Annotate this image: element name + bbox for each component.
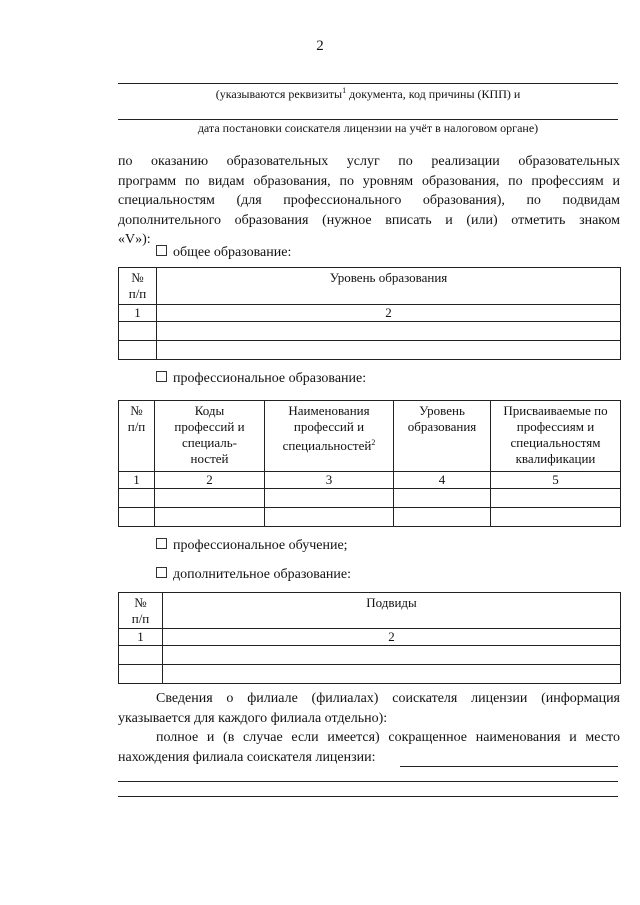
professional-training-option[interactable]: профессиональное обучение; <box>156 538 348 554</box>
branch-paragraph <box>118 689 620 767</box>
col-header-qualification: Присваиваемые по профессиям и специальностям квалификации <box>491 401 621 472</box>
col-number-1: 1 <box>119 305 157 322</box>
branch-line-1: Сведения о филиале (филиалах) соискателя лицензии (информация <box>156 691 620 706</box>
professional-education-table <box>118 400 621 527</box>
checkbox-general-education[interactable] <box>156 245 167 256</box>
branch-name-blank-inline[interactable] <box>400 766 618 767</box>
branch-name-blank-line-1[interactable] <box>118 781 618 782</box>
header-caption-2: дата постановки соискателя лицензии на учёт в налоговом органе) <box>197 121 539 135</box>
table-row <box>119 646 621 665</box>
table-cell[interactable] <box>119 489 155 508</box>
col-number-2: 2 <box>155 472 265 489</box>
branch-line-3: полное и (в случае если имеется) сокращенное наименования и место <box>156 730 620 745</box>
general-education-table <box>118 267 621 360</box>
col-number-1: 1 <box>119 472 155 489</box>
col-number-2: 2 <box>163 629 621 646</box>
intro-line-5: «V»): <box>118 232 151 247</box>
header-blank-line-2 <box>118 119 618 120</box>
checkbox-professional-training[interactable] <box>156 538 167 549</box>
col-number-5: 5 <box>491 472 621 489</box>
col-number-3: 3 <box>265 472 394 489</box>
branch-line-4: нахождения филиала соискателя лицензии: <box>118 749 376 765</box>
col-header-names: Наименования профессий и специальностей$^2$ <box>265 401 394 472</box>
table-row <box>119 322 621 341</box>
intro-paragraph <box>118 152 620 250</box>
col-header-subtypes: Подвиды <box>163 593 621 629</box>
table-cell[interactable] <box>157 322 621 341</box>
table-cell[interactable] <box>119 665 163 684</box>
table-cell[interactable] <box>163 665 621 684</box>
col-header-codes: Коды профессий и специаль-ностей <box>155 401 265 472</box>
table-cell[interactable] <box>163 646 621 665</box>
col-number-1: 1 <box>119 629 163 646</box>
additional-education-option[interactable]: дополнительное образование: <box>156 567 351 583</box>
table-cell[interactable] <box>491 489 621 508</box>
page-number: 2 <box>316 38 324 54</box>
col-header-no: № п/п <box>119 268 157 305</box>
col-header-no: № п/п <box>119 593 163 629</box>
intro-line-2: программ по видам образования, по уровням образования, по профессиям и <box>118 173 620 189</box>
intro-line-4: дополнительного образования (нужное вписать и (или) отметить знаком <box>118 212 620 228</box>
table-cell[interactable] <box>491 508 621 527</box>
table-cell[interactable] <box>265 508 394 527</box>
table-cell[interactable] <box>265 489 394 508</box>
header-caption-1: (указываются реквизиты$^1$ документа, код причины (КПП) и <box>215 86 521 101</box>
professional-education-option[interactable]: профессиональное образование: <box>156 371 366 387</box>
table-cell[interactable] <box>394 508 491 527</box>
table-cell[interactable] <box>119 508 155 527</box>
table-cell[interactable] <box>155 508 265 527</box>
additional-education-table <box>118 592 621 684</box>
col-header-level: Уровень образования <box>394 401 491 472</box>
header-blank-line-1 <box>118 83 618 84</box>
general-education-option[interactable]: общее образование: <box>156 245 291 261</box>
table-cell[interactable] <box>119 322 157 341</box>
table-cell[interactable] <box>119 646 163 665</box>
table-row <box>119 341 621 360</box>
col-header-no: № п/п <box>119 401 155 472</box>
table-cell[interactable] <box>394 489 491 508</box>
table-cell[interactable] <box>157 341 621 360</box>
table-cell[interactable] <box>119 341 157 360</box>
table-row <box>119 508 621 527</box>
table-cell[interactable] <box>155 489 265 508</box>
intro-line-1: по оказанию образовательных услуг по реализации образовательных <box>118 154 620 169</box>
col-header-level: Уровень образования <box>157 268 621 305</box>
checkbox-professional-education[interactable] <box>156 371 167 382</box>
table-row <box>119 665 621 684</box>
col-number-2: 2 <box>157 305 621 322</box>
intro-line-3: специальностям (для профессионального образования), по подвидам <box>118 193 620 208</box>
col-number-4: 4 <box>394 472 491 489</box>
branch-name-blank-line-2[interactable] <box>118 796 618 797</box>
branch-line-2: указывается для каждого филиала отдельно): <box>118 710 388 726</box>
table-row <box>119 489 621 508</box>
checkbox-additional-education[interactable] <box>156 567 167 578</box>
